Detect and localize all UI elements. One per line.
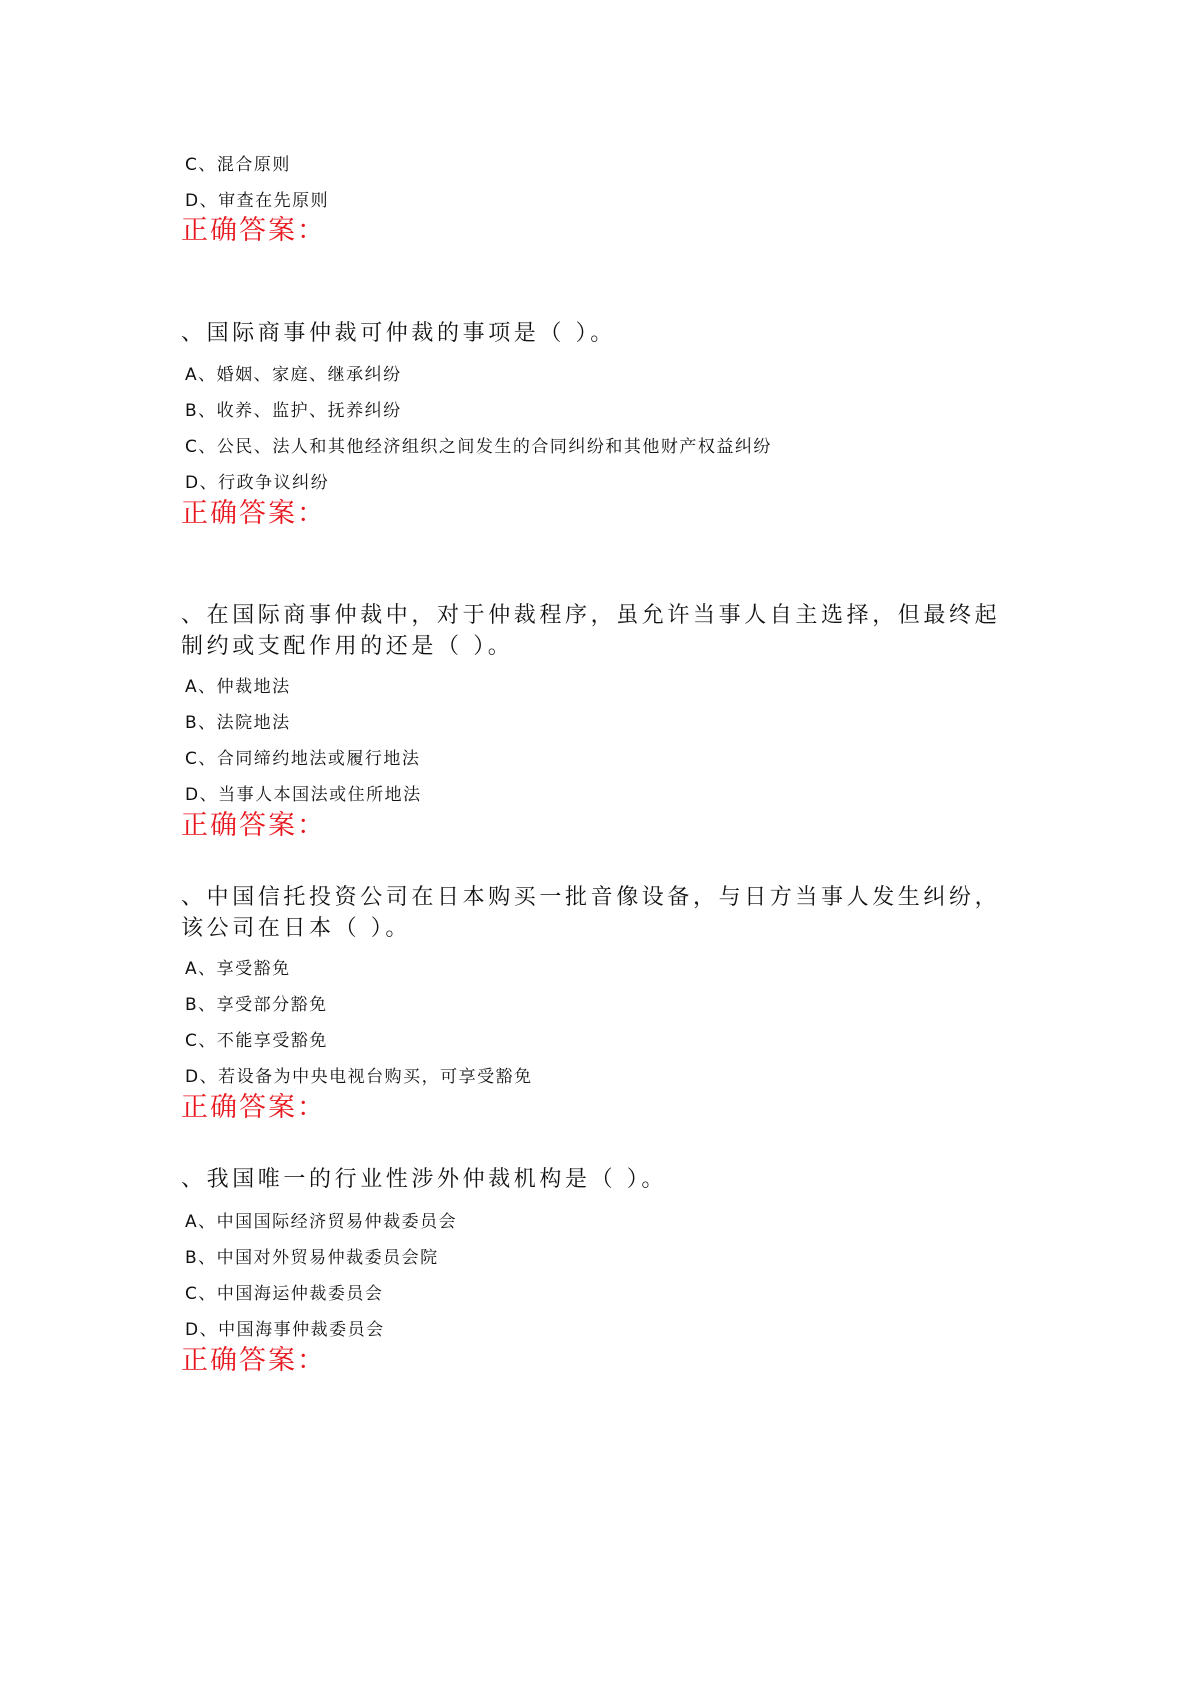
option-c: C、合同缔约地法或履行地法 [185,749,421,769]
option-b: B、法院地法 [185,713,291,733]
question-text: 制约或支配作用的还是（ ）。 [181,634,514,659]
option-a: A、婚姻、家庭、继承纠纷 [185,365,402,385]
correct-answer-label: 正确答案： [181,1092,326,1123]
option-b: B、收养、监护、抚养纠纷 [185,401,402,421]
option-c: C、混合原则 [185,155,291,175]
correct-answer-label: 正确答案： [181,215,326,246]
question-text: 、国际商事仲裁可仲裁的事项是（ ）。 [181,321,616,346]
option-a: A、享受豁免 [185,959,291,979]
option-d: D、若设备为中央电视台购买，可享受豁免 [185,1067,533,1087]
option-b: B、中国对外贸易仲裁委员会院 [185,1248,439,1268]
option-d: D、审查在先原则 [185,191,330,211]
option-c: C、中国海运仲裁委员会 [185,1284,384,1304]
correct-answer-label: 正确答案： [181,810,326,841]
question-text: 、在国际商事仲裁中，对于仲裁程序，虽允许当事人自主选择，但最终起 [181,603,1001,628]
option-d: D、中国海事仲裁委员会 [185,1320,385,1340]
question-text: 该公司在日本（ ）。 [181,916,411,941]
option-c: C、公民、法人和其他经济组织之间发生的合同纠纷和其他财产权益纠纷 [185,437,772,457]
option-a: A、仲裁地法 [185,677,291,697]
option-a: A、中国国际经济贸易仲裁委员会 [185,1212,458,1232]
correct-answer-label: 正确答案： [181,1345,326,1376]
option-c: C、不能享受豁免 [185,1031,328,1051]
question-text: 、我国唯一的行业性涉外仲裁机构是（ ）。 [181,1167,667,1192]
option-d: D、当事人本国法或住所地法 [185,785,422,805]
correct-answer-label: 正确答案： [181,498,326,529]
question-text: 、中国信托投资公司在日本购买一批音像设备，与日方当事人发生纠纷， [181,885,1001,910]
option-d: D、行政争议纠纷 [185,473,330,493]
option-b: B、享受部分豁免 [185,995,328,1015]
